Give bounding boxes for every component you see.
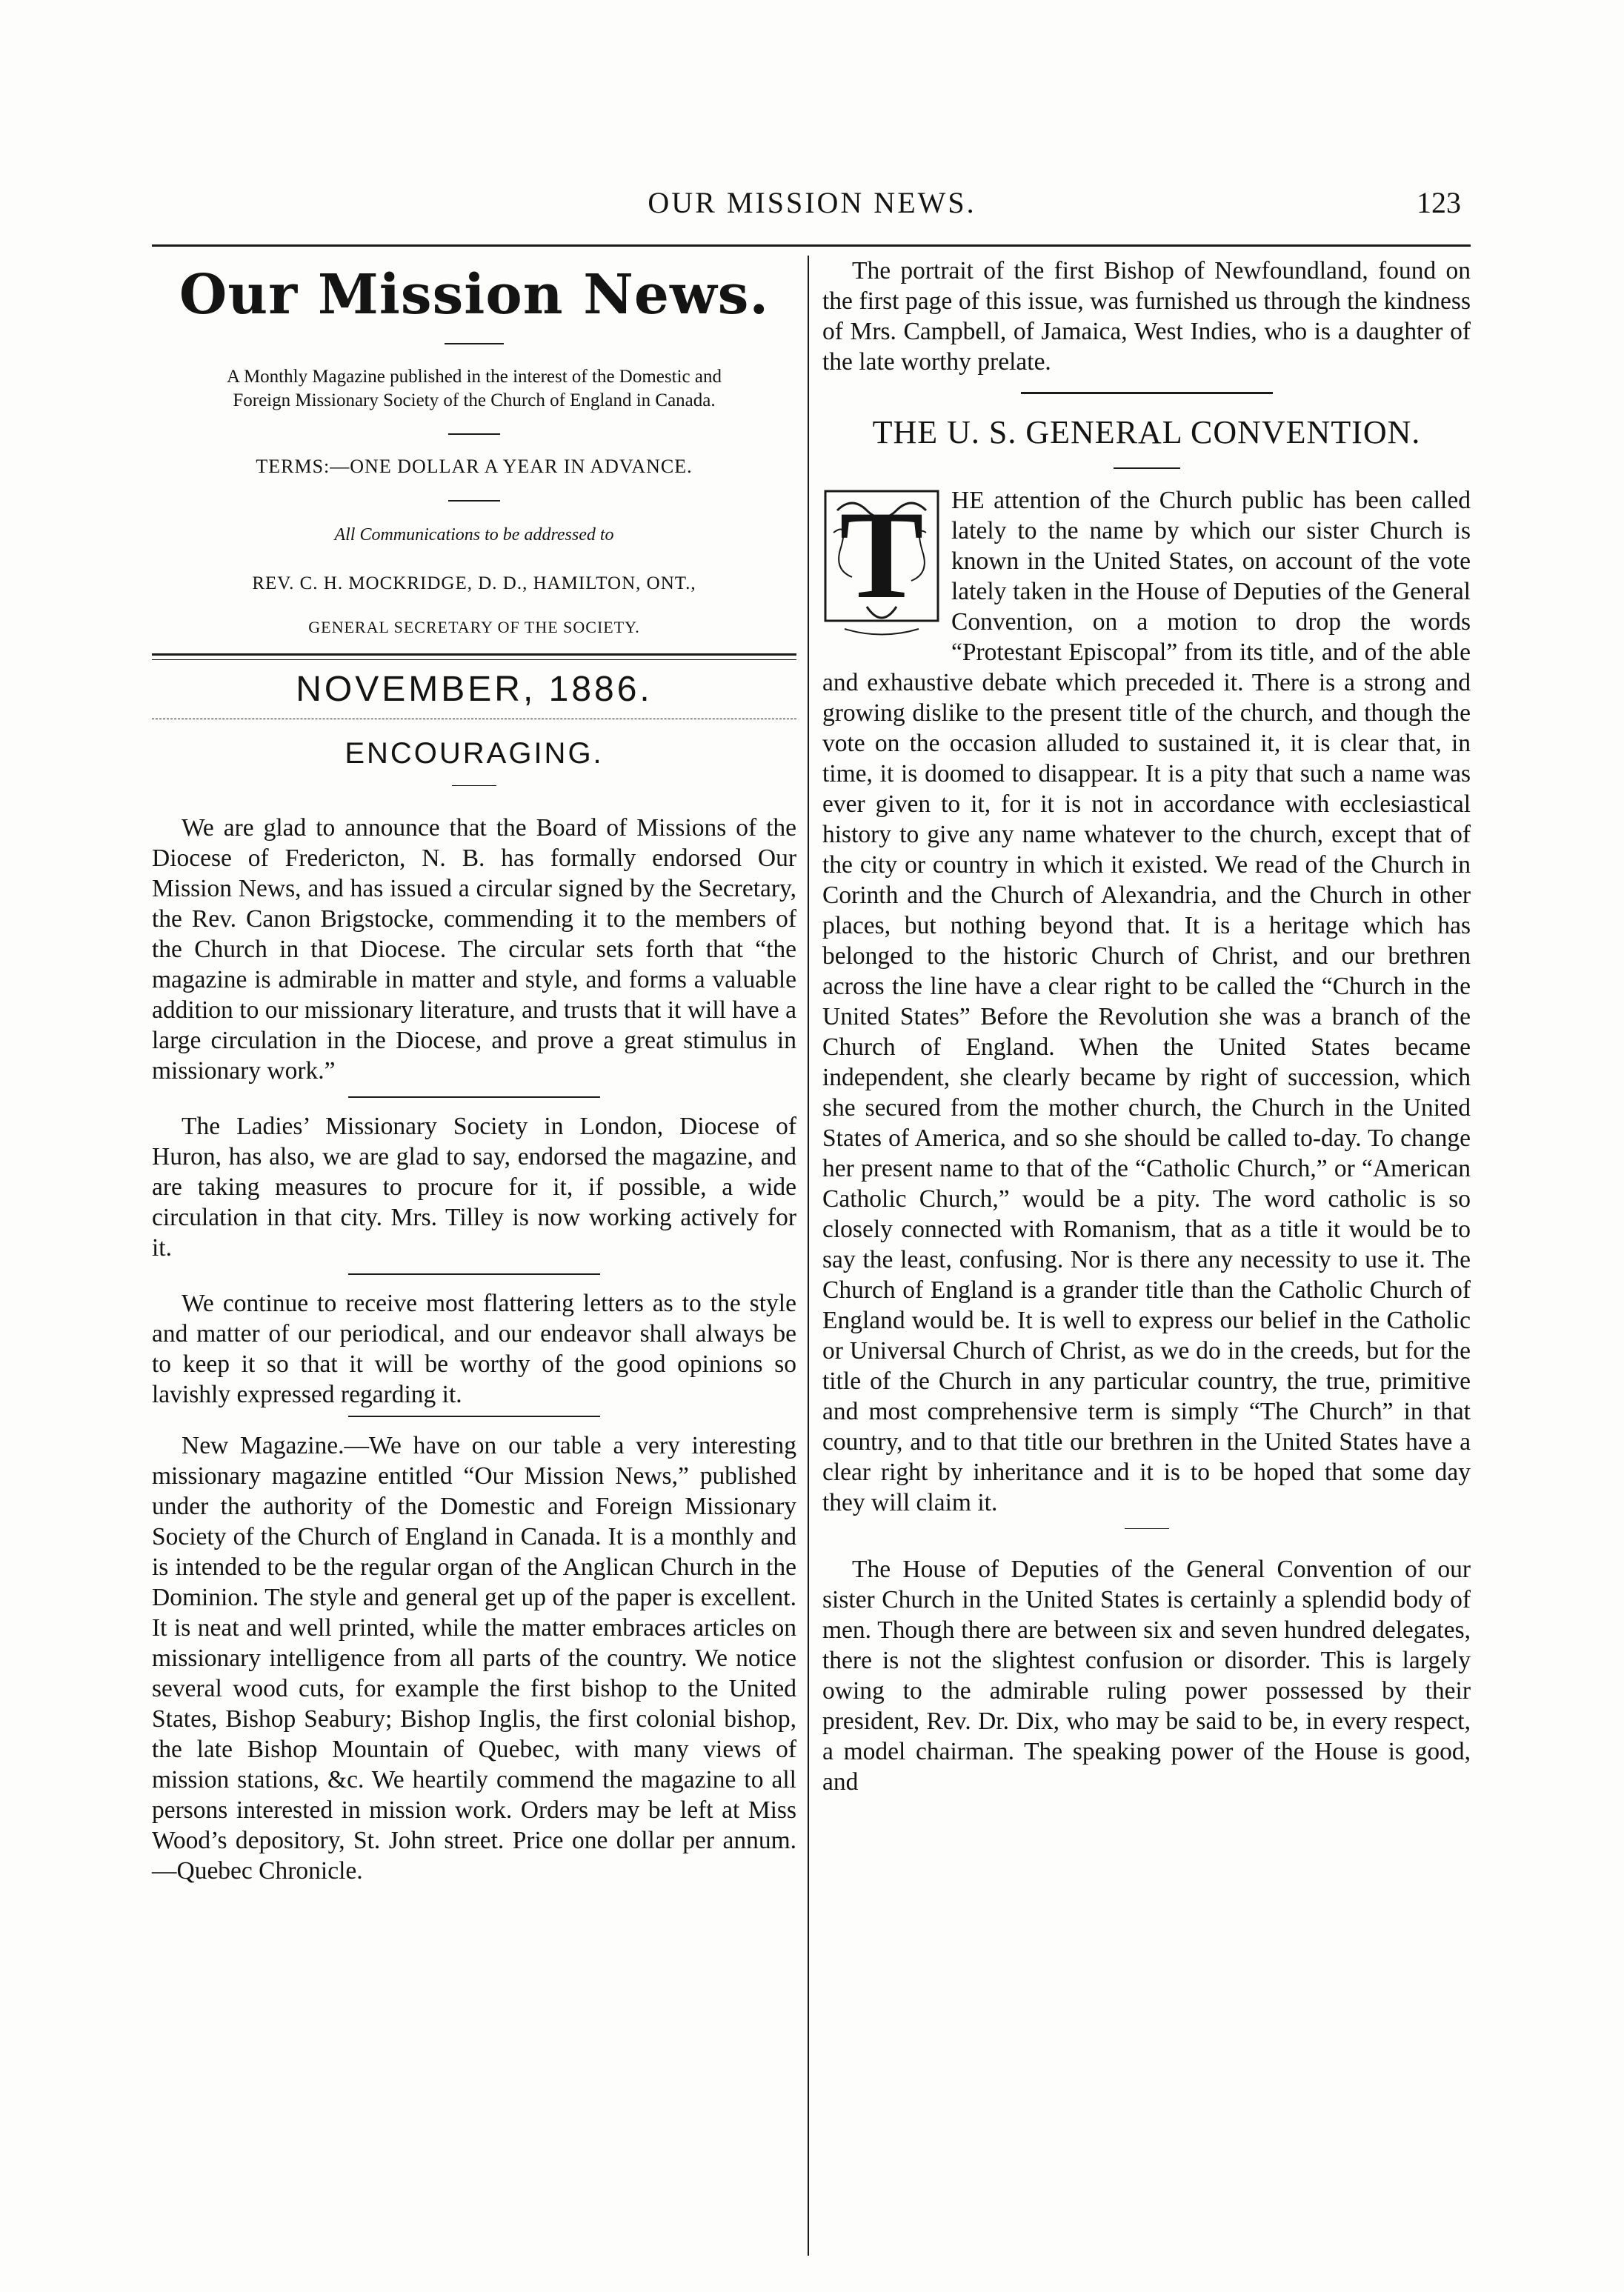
- article-heading-convention: THE U. S. GENERAL CONVENTION.: [872, 414, 1421, 450]
- dropcap-letter: T: [839, 485, 924, 624]
- page-number: 123: [1417, 186, 1461, 219]
- terms-rule: [448, 500, 500, 502]
- section-rule-3: [348, 1416, 600, 1417]
- column-divider: [808, 256, 809, 2256]
- paragraph-ladies-society: The Ladies’ Missionary Society in London, Diocese of Huron, has also, we are glad to say, endorsed the magazine, and are taking measures to procure for it, if possible, a wide circulation in that city. Mrs. Tilley is now working actively for it.: [152, 1113, 796, 1262]
- address-title: GENERAL SECRETARY OF THE SOCIETY.: [308, 618, 640, 636]
- decorative-dropcap: [822, 485, 941, 640]
- left-column: [152, 256, 796, 1886]
- date-double-rule-top: [152, 653, 796, 660]
- terms-line: TERMS:—ONE DOLLAR A YEAR IN ADVANCE.: [256, 456, 693, 477]
- section-rule-4: [1021, 392, 1273, 394]
- running-title: OUR MISSION NEWS.: [648, 186, 976, 219]
- issue-date: NOVEMBER, 1886.: [296, 670, 653, 709]
- paragraph-house-of-deputies: The House of Deputies of the General Convention of our sister Church in the United States is certainly a splendid body of men. Though there are between six and seven hundred delegates, there is not the slightest confusion or disorder. This is largely owing to the admirable ruling power possessed by their president, Rev. Dr. Dix, who may be said to be, in every respect, a model chairman. The speaking power of the House is good, and: [822, 1556, 1471, 1796]
- heading-rule: [452, 785, 496, 786]
- heading-rule-right: [1114, 467, 1180, 469]
- article-heading-encouraging: ENCOURAGING.: [345, 737, 604, 770]
- masthead-rule: [445, 343, 504, 344]
- paragraph-convention: HE attention of the Church public has been called lately to the name by which our sister Church is known in the United States, on account of the vote lately taken in the House of Deputies of the General Convention, on a motion to drop the words “Protestant Episcopal” from its title, and of the able and exhaustive debate which preceded it. There is a strong and growing dislike to the present title of the church, and though the vote on the occasion alluded to sustained it, it is clear that, in time, it is doomed to disappear. It is a pity that such a name was ever given to it, for it is not in accordance with ecclesiastical history to give any name whatever to the church, except that of the city or country in which it existed. We read of the Church in Corinth and the Church of Alexandria, and the Church in other places, but nothing beyond that. It is a heritage which has belonged to the historic Church of Christ, and our brethren across the line have a clear right to be called the “Church in the United States” Before the Revolution she was a branch of the Church of England. When the United States became independent, she clearly became by right of succession, which she secured from the mother church, the Church in the United States of America, and so she should be called to-day. To change her present name to that of the “Catholic Church,” or “American Catholic Church,” would be a pity. The word catholic is so closely connected with Romanism, that as a title it would be to say the least, confusing. Nor is there any necessity to use it. The Church of England is a grander title than the Catholic Church of England would be. It is well to express our belief in the Catholic or Universal Church of Christ, as we do in the creeds, but for the title of the Church in any particular country, the true, primitive and most comprehensive term is simply “The Church” in that country, and to that title our brethren in the United States have a clear right by inheritance and it is to be hoped that some day they will claim it.: [822, 487, 1471, 1516]
- section-rule-5: [1125, 1528, 1169, 1529]
- masthead-title: Our Mission News.: [179, 263, 770, 327]
- section-rule-2: [348, 1273, 600, 1275]
- date-double-rule-bottom: [152, 719, 796, 721]
- masthead-subtitle-line2: Foreign Missionary Society of the Church of England in Canada.: [233, 390, 716, 410]
- address-note: All Communications to be addressed to: [334, 525, 614, 544]
- section-rule-1: [348, 1096, 600, 1098]
- paragraph-fredericton: We are glad to announce that the Board of Missions of the Diocese of Fredericton, N. B. has formally endorsed Our Mission News, and has issued a circular signed by the Secretary, the Rev. Canon Brigstocke, commending it to the members of the Church in that Diocese. The circular sets forth that “the magazine is admirable in matter and style, and forms a valuable addition to our missionary literature, and trusts that it will have a large circulation in the Diocese, and prove a great stimulus in missionary work.”: [152, 814, 796, 1085]
- paragraph-new-magazine: New Magazine.—We have on our table a very interesting missionary magazine entitled “Our Mission News,” published under the authority of the Domestic and Foreign Missionary Society of the Church of England in Canada. It is a monthly and is intended to be the regular organ of the Anglican Church in the Dominion. The style and general get up of the paper is excellent. It is neat and well printed, while the matter embraces articles on missionary intelligence from all parts of the country. We notice several wood cuts, for example the first bishop to the United States, Bishop Seabury; Bishop Inglis, the first colonial bishop, the late Bishop Mountain of Quebec, with many views of mission stations, &c. We heartily commend the magazine to all persons interested in mission work. Orders may be left at Miss Wood’s depository, St. John street. Price one dollar per annum.—Quebec Chronicle.: [152, 1432, 796, 1885]
- paragraph-portrait: The portrait of the first Bishop of Newfoundland, found on the first page of this issue, was furnished us through the kindness of Mrs. Campbell, of Jamaica, West Indies, who is a daughter of the late worthy prelate.: [822, 257, 1471, 376]
- paragraph-flattering-letters: We continue to receive most flattering letters as to the style and matter of our periodical, and our endeavor shall always be to keep it so that it will be worthy of the good opinions so lavishly expressed regarding it.: [152, 1290, 796, 1408]
- subtitle-rule: [448, 433, 500, 435]
- address-name: REV. C. H. MOCKRIDGE, D. D., HAMILTON, ONT.,: [252, 573, 696, 593]
- masthead-subtitle-line1: A Monthly Magazine published in the interest of the Domestic and: [227, 367, 722, 387]
- right-column: [822, 256, 1471, 1797]
- convention-body: [822, 485, 1471, 1518]
- header-rule: [152, 244, 1471, 247]
